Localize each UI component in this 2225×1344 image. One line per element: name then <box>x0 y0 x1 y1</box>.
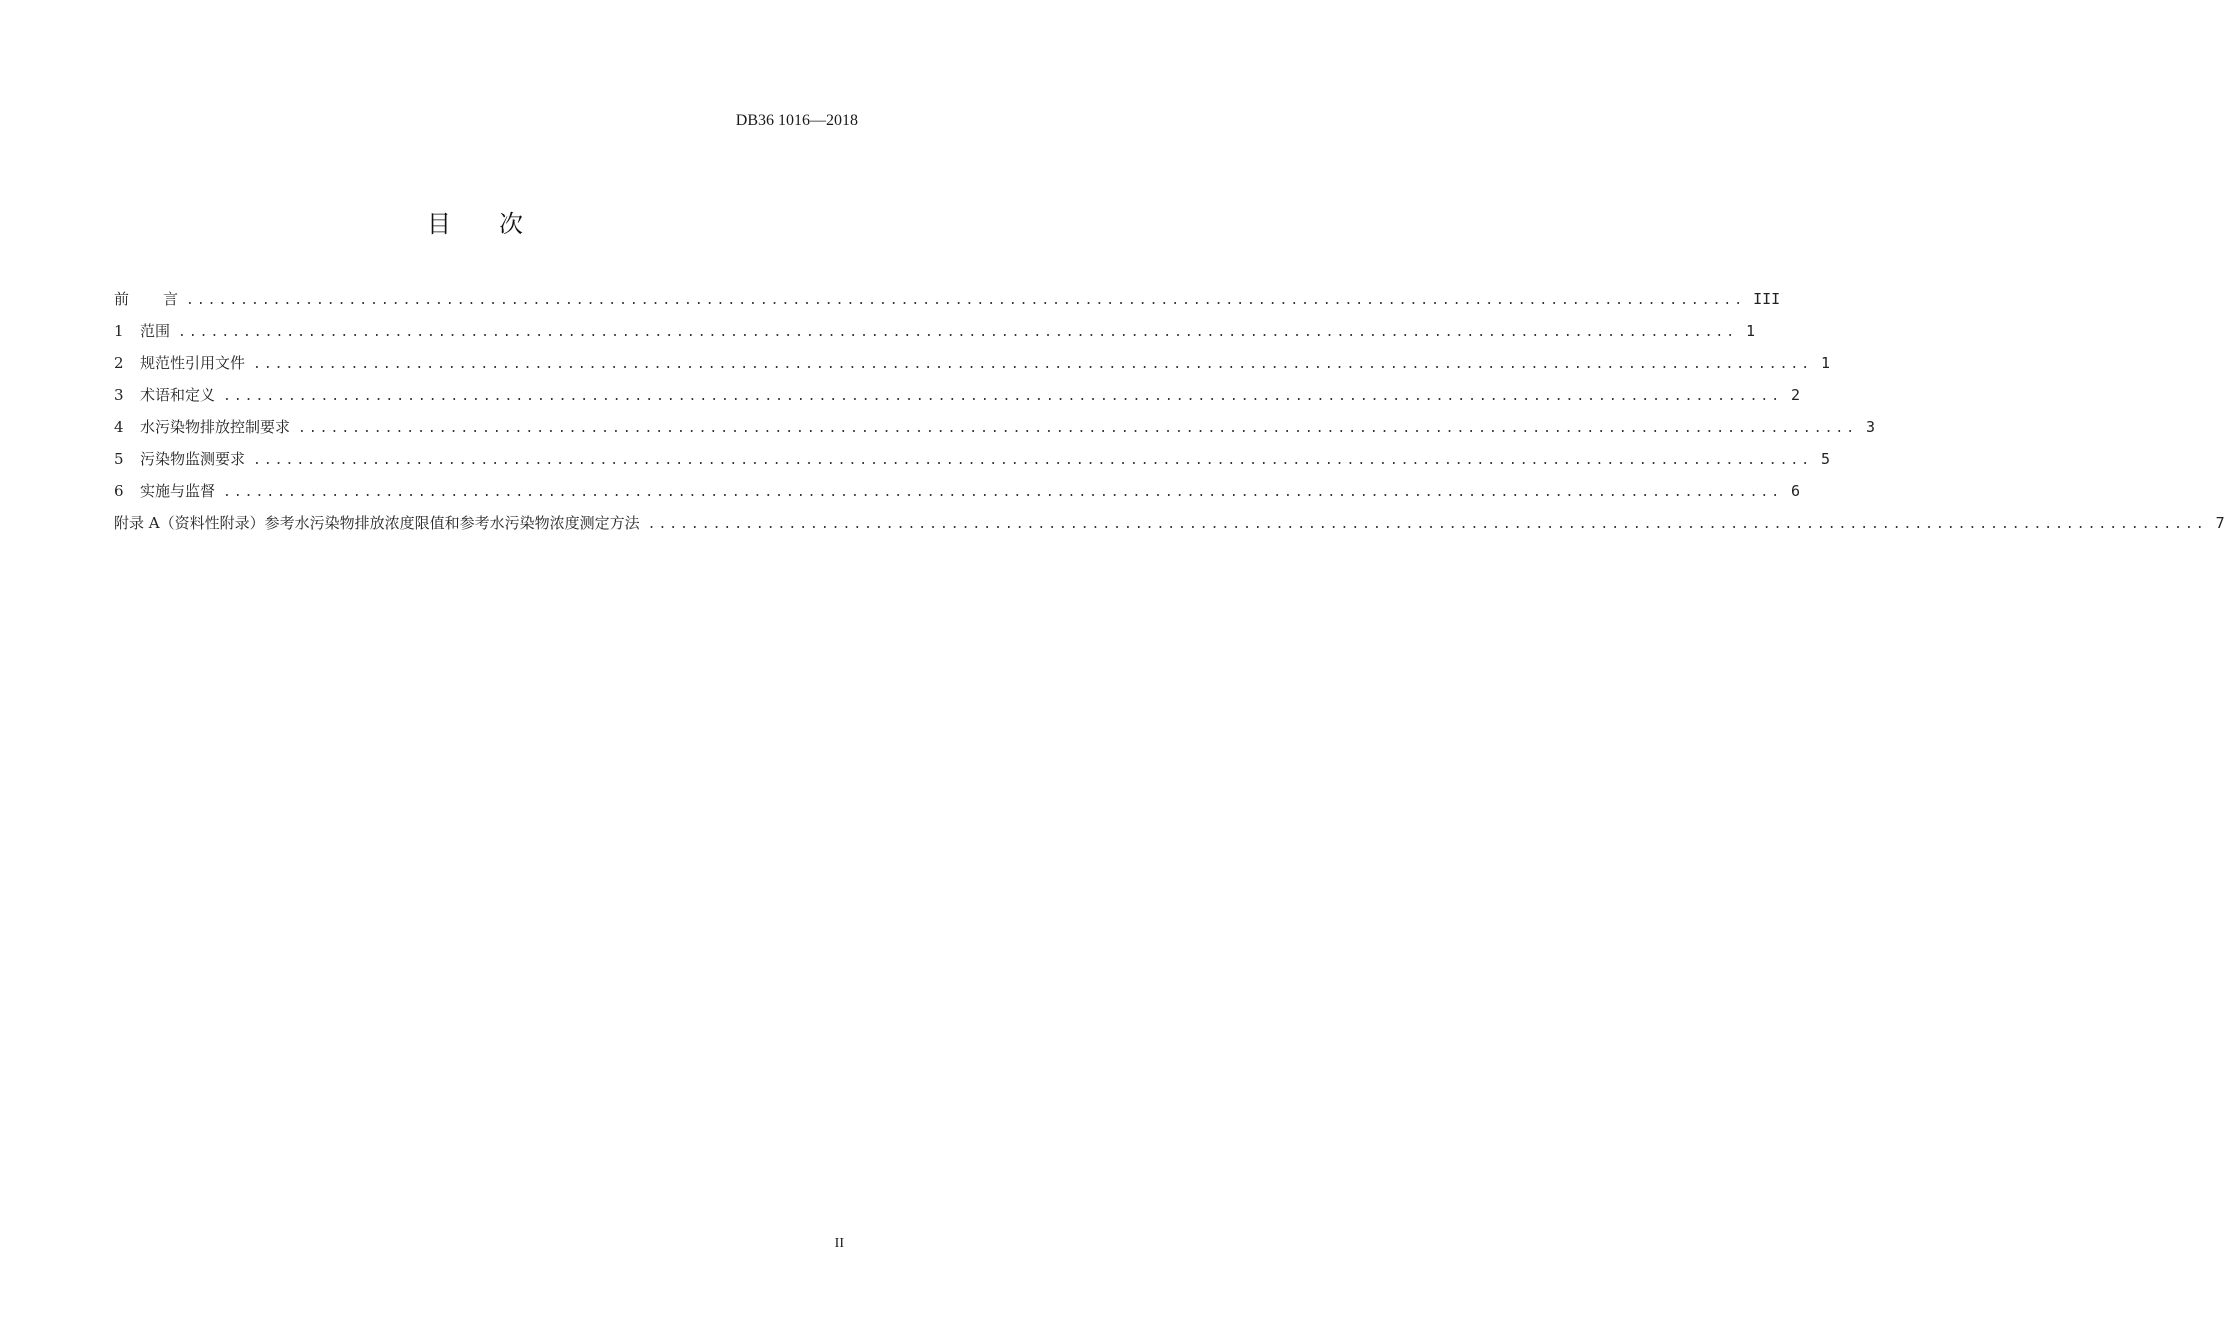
toc-entry-discharge-control[interactable] <box>114 416 1876 448</box>
toc-page-number: 5 <box>1821 450 1831 468</box>
toc-entry-implementation[interactable] <box>114 480 1801 512</box>
toc-entry-label: 范围 <box>140 322 171 340</box>
toc-appendix-prefix: 附录 A（资料性附录） <box>114 514 265 532</box>
toc-dot-leader: ................................................................................................................................................ <box>253 357 1813 372</box>
toc-entry-label: 参考水污染物排放浓度限值和参考水污染物浓度测定方法 <box>264 514 640 532</box>
toc-page-number: 1 <box>1746 322 1756 340</box>
toc-title-char-1: 目 <box>427 210 499 238</box>
toc-section-number: 3 <box>114 386 124 404</box>
page-number: II <box>834 1236 844 1251</box>
toc-page-number: 7 <box>2215 514 2225 532</box>
toc-dot-leader: ................................................................................................................................................ <box>253 453 1813 468</box>
toc-title-char-2: 次 <box>499 210 571 238</box>
toc-dot-leader: ................................................................................................................................................ <box>186 293 1746 308</box>
toc-entry-label: 术语和定义 <box>140 386 216 404</box>
toc-entry-label: 水污染物排放控制要求 <box>140 418 291 436</box>
toc-dot-leader: ................................................................................................................................................ <box>223 389 1783 404</box>
toc-section-number: 2 <box>114 354 124 372</box>
toc-page-number: 1 <box>1821 354 1831 372</box>
toc-section-number: 1 <box>114 322 124 340</box>
toc-dot-leader: ................................................................................................................................................ <box>298 421 1858 436</box>
toc-entry-foreword[interactable] <box>114 288 1781 320</box>
toc-page-number: 6 <box>1791 482 1801 500</box>
toc-dot-leader: ................................................................................................................................................ <box>223 485 1783 500</box>
toc-entry-label: 实施与监督 <box>140 482 216 500</box>
toc-entry-scope[interactable] <box>114 320 1756 352</box>
toc-entry-normative-references[interactable] <box>114 352 1831 384</box>
toc-entry-label: 前 言 <box>114 290 179 308</box>
table-of-contents <box>114 288 2225 544</box>
toc-page-number: III <box>1753 290 1781 308</box>
toc-entry-label: 污染物监测要求 <box>140 450 246 468</box>
toc-title <box>0 204 950 239</box>
toc-section-number: 4 <box>114 418 124 436</box>
toc-entry-label: 规范性引用文件 <box>140 354 246 372</box>
toc-entry-monitoring[interactable] <box>114 448 1831 480</box>
toc-dot-leader: ................................................................................................................................................ <box>647 517 2207 532</box>
toc-entry-appendix-a[interactable] <box>114 512 2225 544</box>
toc-section-number: 5 <box>114 450 124 468</box>
toc-page-number: 3 <box>1866 418 1876 436</box>
toc-entry-terms-definitions[interactable] <box>114 384 1801 416</box>
toc-section-number: 6 <box>114 482 124 500</box>
toc-dot-leader: ................................................................................................................................................ <box>178 325 1738 340</box>
toc-page-number: 2 <box>1791 386 1801 404</box>
document-code: DB36 1016—2018 <box>735 112 858 129</box>
